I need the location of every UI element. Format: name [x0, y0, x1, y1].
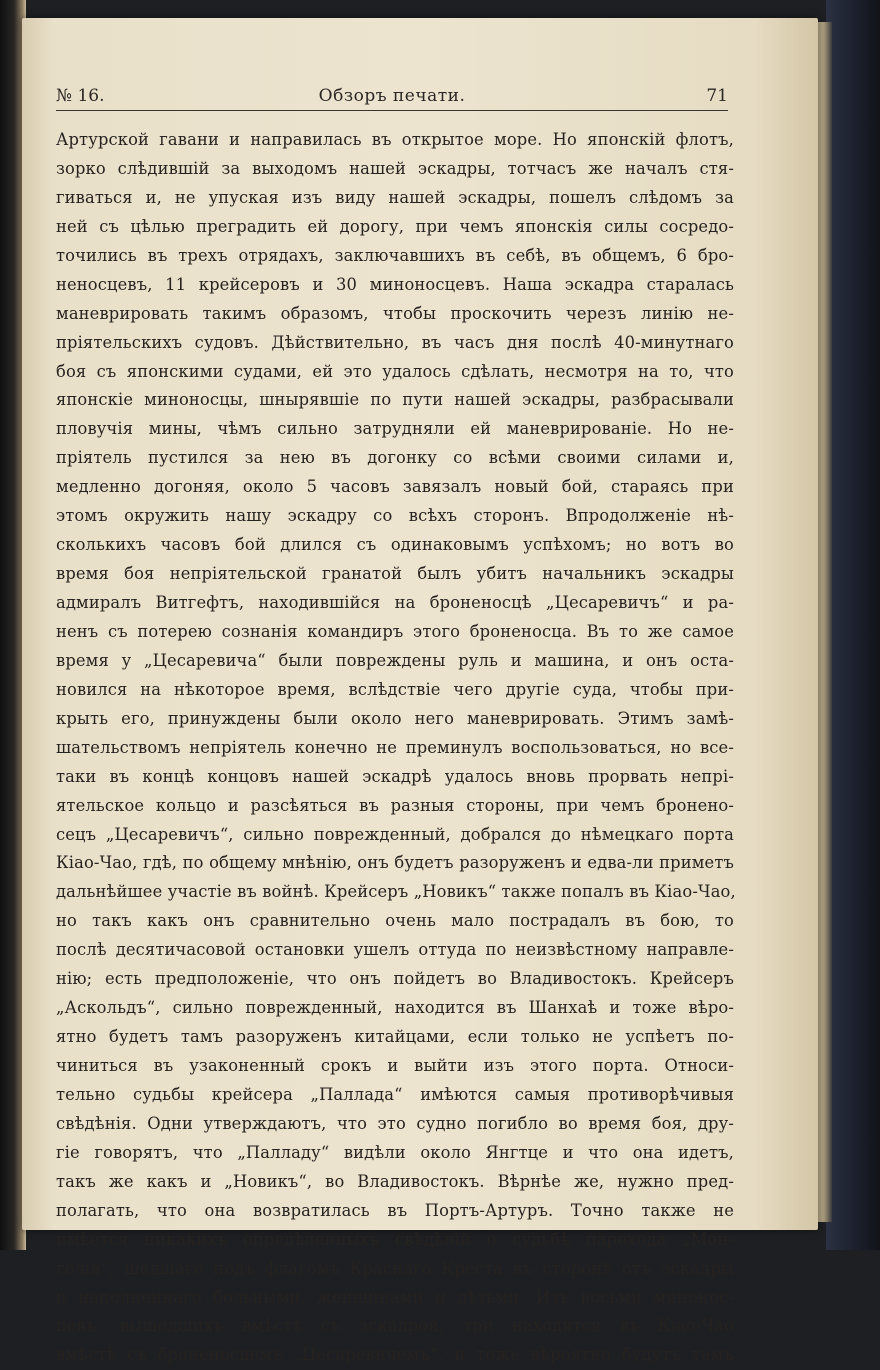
issue-number: № 16.: [56, 86, 105, 106]
book-binding: [826, 0, 880, 1250]
text-line: сецъ „Цесаревичъ“, сильно поврежденный, добрался до нѣмецкаго порта: [56, 824, 734, 844]
page-number: 71: [706, 86, 728, 106]
text-line: гиваться и, не упуская изъ виду нашей эскадры, пошелъ слѣдомъ за: [56, 187, 734, 207]
text-line: имѣется никакихъ опредѣленныхъ свѣдѣній о судьбѣ парохода „Мон-: [56, 1229, 734, 1249]
text-line: Кіао-Чао, гдѣ, по общему мнѣнію, онъ будетъ разоруженъ и едва-ли приметъ: [56, 853, 734, 873]
text-line: тельно судьбы крейсера „Паллада“ имѣются самыя противорѣчивыя: [56, 1084, 734, 1104]
text-line: послѣ десятичасовой остановки ушелъ оттуда по неизвѣстному направле-: [56, 940, 734, 960]
text-line: неносцевъ, 11 крейсеровъ и 30 миноносцевъ. Наша эскадра старалась: [56, 274, 734, 294]
text-line: свѣдѣнія. Одни утверждаютъ, что это судно погибло во время боя, дру-: [56, 1113, 734, 1133]
text-line: такъ же какъ и „Новикъ“, во Владивостокъ. Вѣрнѣе же, нужно пред-: [56, 1171, 734, 1191]
text-line: и наполненнаго больными, женщинами и дѣтьми. Изъ восьми минонос-: [56, 1287, 734, 1307]
text-line: ней съ цѣлью преградить ей дорогу, при чемъ японскія силы сосредо-: [56, 216, 734, 236]
running-title: Обзоръ печати.: [318, 86, 466, 106]
text-line: медленно догоняя, около 5 часовъ завязалъ новый бой, стараясь при: [56, 477, 734, 497]
text-line: нію; есть предположеніе, что онъ пойдетъ во Владивостокъ. Крейсеръ: [56, 969, 734, 989]
text-line: ятельское кольцо и разсѣяться въ разныя стороны, при чемъ бронено-: [56, 795, 734, 815]
text-line: пріятельскихъ судовъ. Дѣйствительно, въ часъ дня послѣ 40-минутнаго: [56, 332, 734, 352]
text-line: зорко слѣдившій за выходомъ нашей эскадры, тотчасъ же началъ стя-: [56, 158, 734, 178]
text-line: маневрировать такимъ образомъ, чтобы проскочить черезъ линію не-: [56, 303, 734, 323]
text-line: шательствомъ непріятель конечно не преминулъ воспользоваться, но все-: [56, 737, 734, 757]
text-line: гіе говорятъ, что „Палладу“ видѣли около Янгтце и что она идетъ,: [56, 1142, 734, 1162]
text-line: полагать, что она возвратилась въ Портъ-Артуръ. Точно также не: [56, 1200, 734, 1220]
text-line: Артурской гавани и направилась въ открытое море. Но японскій флотъ,: [56, 130, 734, 149]
text-line: время у „Цесаревича“ были повреждены руль и машина, и онъ оста-: [56, 650, 734, 670]
text-line: пловучія мины, чѣмъ сильно затрудняли ей маневрированіе. Но не-: [56, 419, 734, 439]
text-line: новился на нѣкоторое время, вслѣдствіе чего другіе суда, чтобы при-: [56, 679, 734, 699]
text-line: голія“, шедшаго подъ флагомъ Краснаго Креста въ сторонѣ отъ эскадры: [56, 1258, 734, 1278]
text-line: время боя непріятельской гранатой былъ убитъ начальникъ эскадры: [56, 564, 734, 584]
text-line: цевъ, вышедшихъ вмѣстѣ съ эскадрой, три находятся въ Кіао-Чао: [56, 1316, 734, 1336]
text-line: этомъ окружить нашу эскадру со всѣхъ сторонъ. Впродолженіе нѣ-: [56, 506, 734, 526]
text-line: чиниться въ узаконенный срокъ и выйти изъ этого порта. Относи-: [56, 1056, 734, 1075]
text-line: крыть его, принуждены были около него маневрировать. Этимъ замѣ-: [56, 708, 734, 728]
text-line: но такъ какъ онъ сравнительно очень мало пострадалъ въ бою, то: [56, 911, 734, 931]
body-text: [56, 126, 734, 1370]
text-line: точились въ трехъ отрядахъ, заключавшихъ въ себѣ, въ общемъ, 6 бро-: [56, 245, 734, 265]
text-line: пріятель пустился за нею въ догонку со всѣми своими силами и,: [56, 448, 734, 468]
text-line: таки въ концѣ концовъ нашей эскадрѣ удалось вновь прорвать непрі-: [56, 766, 734, 786]
text-line: вмѣстѣ съ броненосцемъ „Цесаревичемъ“, и тоже вѣроятно будутъ тамъ: [56, 1345, 734, 1365]
text-line: адмиралъ Витгефтъ, находившійся на броненосцѣ „Цесаревичъ“ и ра-: [56, 593, 734, 612]
text-line: сколькихъ часовъ бой длился съ одинаковымъ успѣхомъ; но вотъ во: [56, 535, 734, 555]
text-line: ненъ съ потерею сознанія командиръ этого броненосца. Въ то же самое: [56, 621, 734, 641]
text-line: японскіе миноносцы, шнырявшіе по пути нашей эскадры, разбрасывали: [56, 390, 734, 410]
text-line: „Аскольдъ“, сильно поврежденный, находится въ Шанхаѣ и тоже вѣро-: [56, 998, 734, 1018]
text-line: ятно будетъ тамъ разоруженъ китайцами, если только не успѣетъ по-: [56, 1027, 734, 1047]
running-header: [56, 84, 728, 112]
text-line: боя съ японскими судами, ей это удалось сдѣлать, несмотря на то, что: [56, 361, 734, 381]
text-line: дальнѣйшее участіе въ войнѣ. Крейсеръ „Новикъ“ также попалъ въ Кіао-Чао,: [56, 882, 736, 902]
header-rule: [56, 110, 728, 111]
